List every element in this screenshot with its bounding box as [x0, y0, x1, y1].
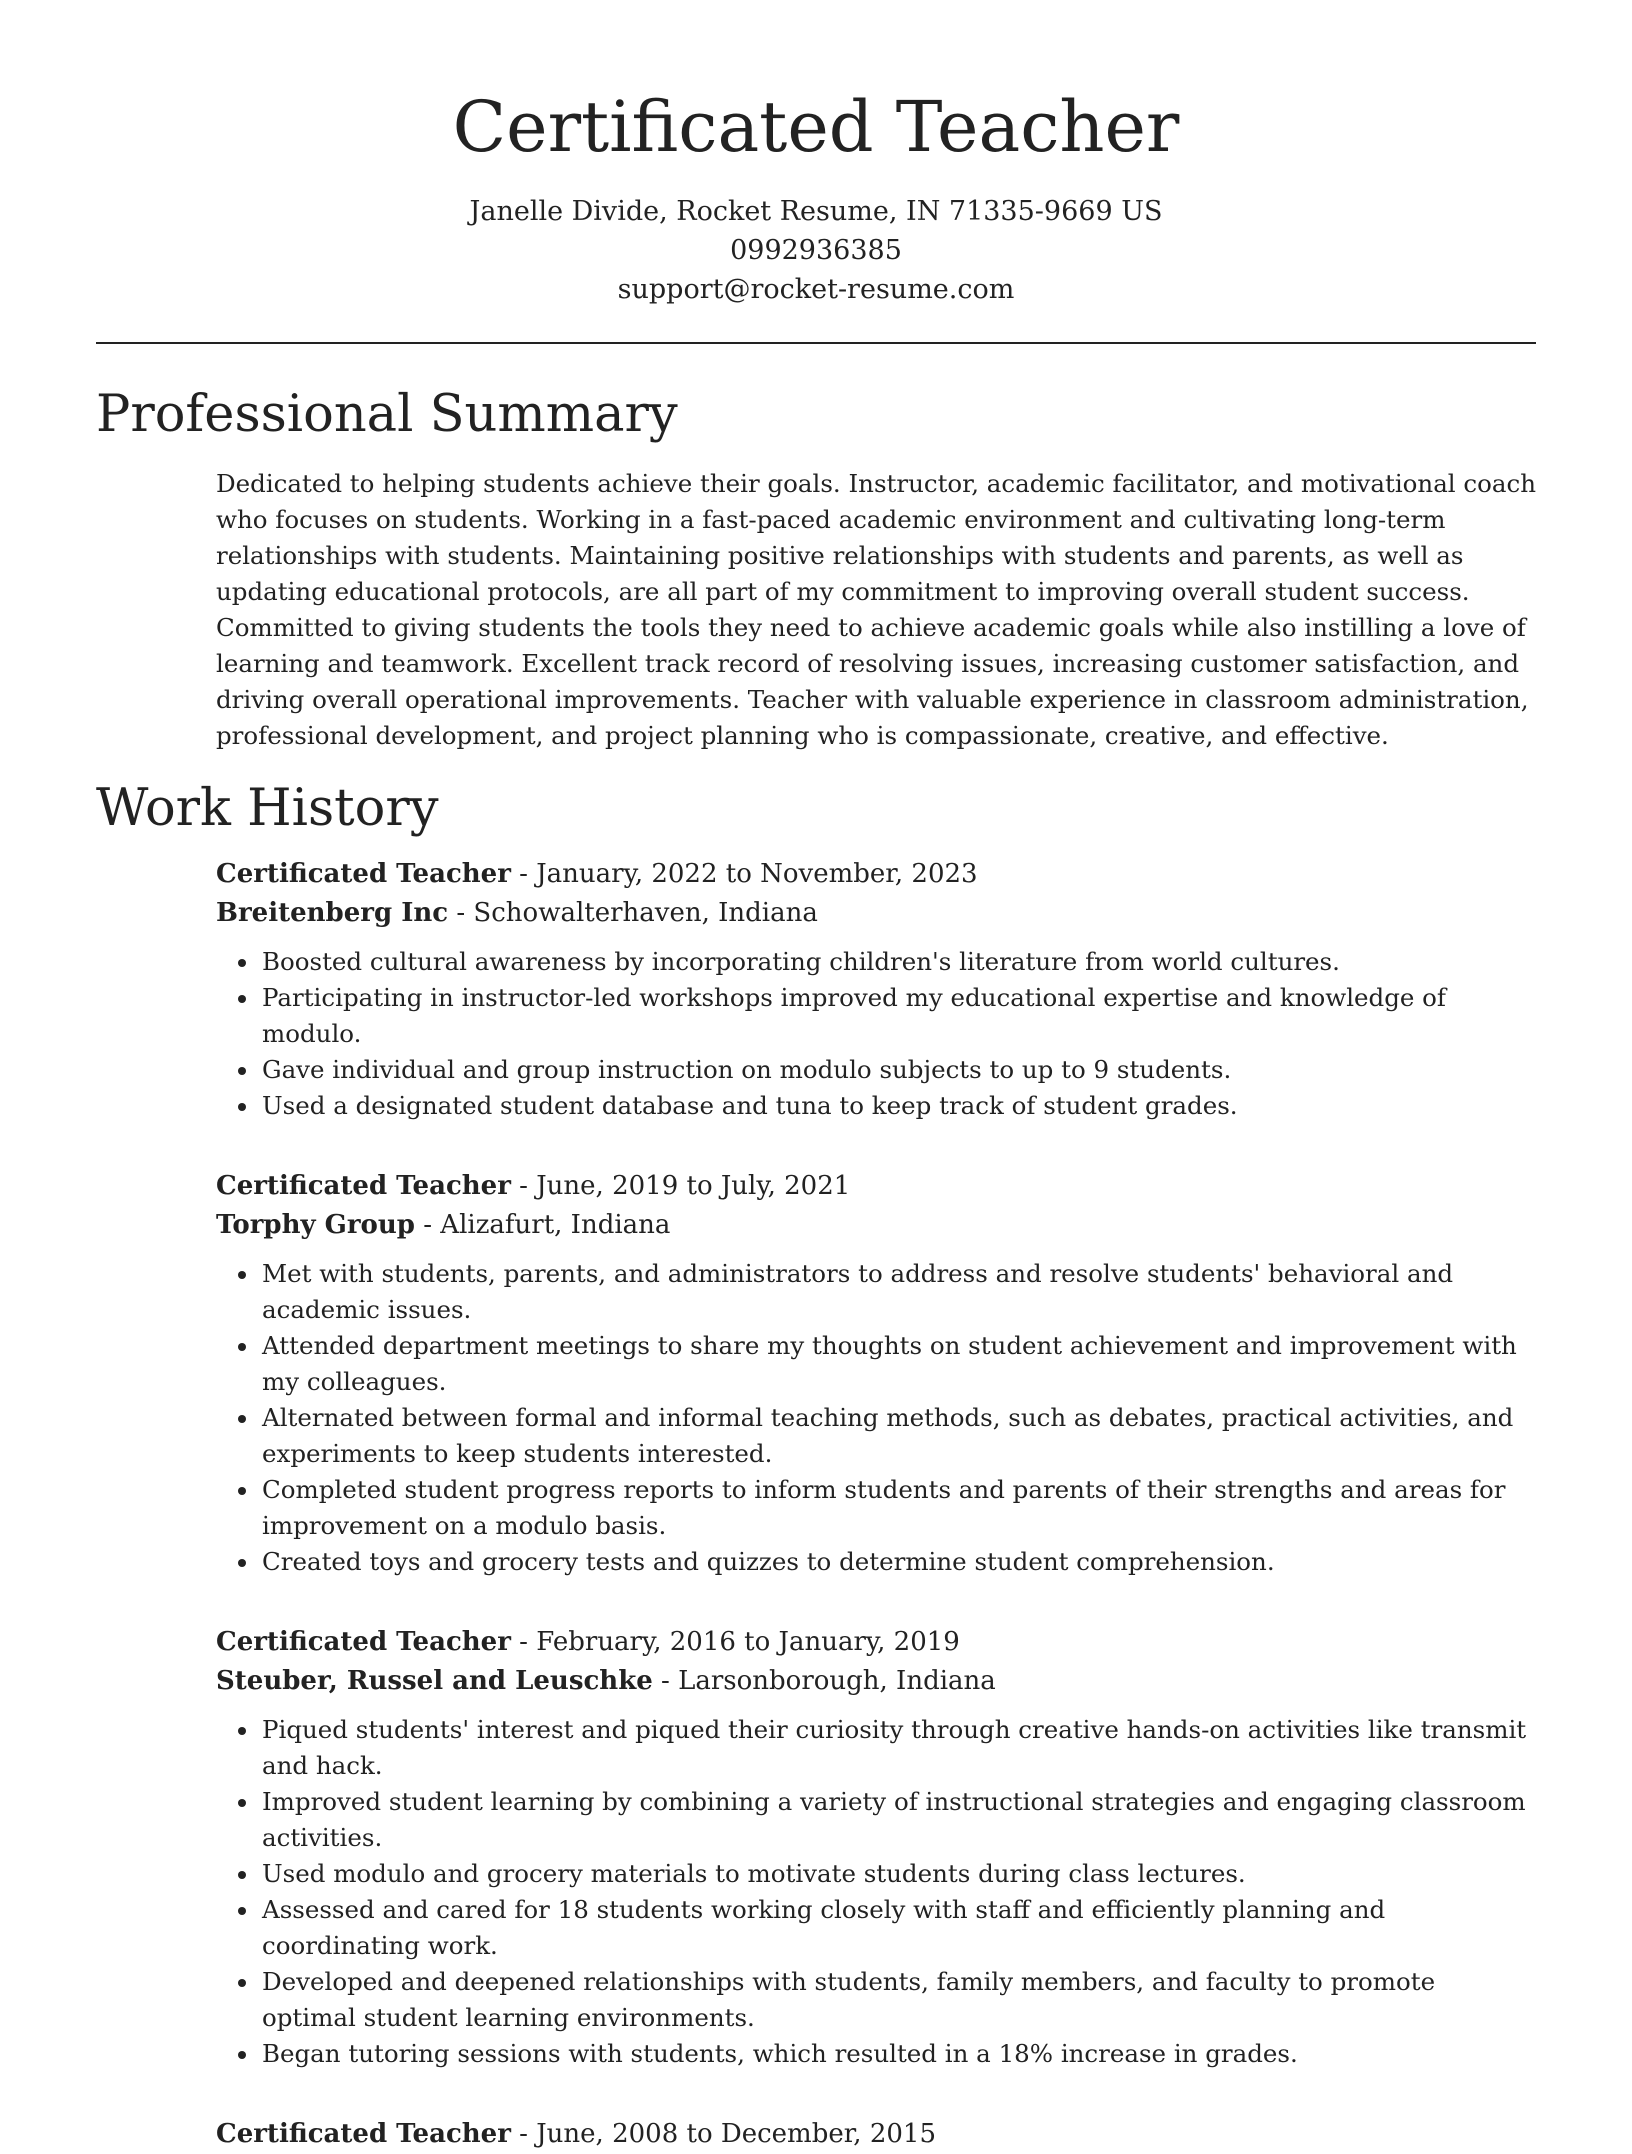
- duty-item: • Boosted cultural awareness by incorporating children's literature from world cultures.: [260, 944, 1536, 980]
- contact-phone: 0992936385: [730, 235, 902, 266]
- job-duties: [216, 1256, 1536, 1580]
- job-company-line: [216, 894, 1536, 932]
- job-dates: - January, 2022 to November, 2023: [510, 859, 978, 889]
- job-title-line: [216, 854, 1536, 894]
- summary-text: Dedicated to helping students achieve their goals. Instructor, academic facilitator, and motivational coach who focuses on students. Working in a fast-paced academic environment and cultivating long-term relationships with students. Maintaining positive relationships with students and parents, as well as updating educational protocols, are all part of my commitment to improving overall student success. Committed to giving students the tools they need to achieve academic goals while also instilling a love of learning and teamwork. Excellent track record of resolving issues, increasing customer satisfaction, and driving overall operational improvements. Teacher with valuable experience in classroom administration, professional development, and project planning who is compassionate, creative, and effective.: [216, 469, 1536, 750]
- summary-heading: Professional Summary: [96, 385, 678, 444]
- job-company: Breitenberg Inc: [216, 898, 449, 928]
- job-title-line: [216, 1622, 1536, 1662]
- resume-title: Certificated Teacher: [452, 86, 1180, 168]
- duty-item: • Participating in instructor-led workshops improved my educational expertise and knowledge of modulo.: [260, 980, 1536, 1052]
- job-title: Certificated Teacher: [216, 859, 511, 889]
- contact-address: Janelle Divide, Rocket Resume, IN 71335-9669 US: [469, 196, 1163, 227]
- duty-item: • Attended department meetings to share my thoughts on student achievement and improvement with my colleagues.: [260, 1328, 1536, 1400]
- job-duties: [216, 944, 1536, 1124]
- job-entry: [216, 1622, 1536, 2072]
- job-entry: [216, 2114, 1536, 2154]
- job-company-line: [216, 1662, 1536, 1700]
- job-location: - Alizafurt, Indiana: [414, 1210, 671, 1240]
- job-title: Certificated Teacher: [216, 2119, 511, 2149]
- job-entry: [216, 1166, 1536, 1580]
- contact-email: support@rocket-resume.com: [617, 274, 1015, 305]
- duty-item: • Used a designated student database and tuna to keep track of student grades.: [260, 1088, 1536, 1124]
- duty-item: • Improved student learning by combining a variety of instructional strategies and engaging classroom activities.: [260, 1784, 1536, 1856]
- job-title: Certificated Teacher: [216, 1171, 511, 1201]
- job-entry: [216, 854, 1536, 1124]
- header-divider: [96, 342, 1536, 344]
- job-title-line: [216, 1166, 1536, 1206]
- work-history-heading: Work History: [96, 779, 439, 838]
- duty-item: • Began tutoring sessions with students, which resulted in a 18% increase in grades.: [260, 2036, 1536, 2072]
- job-title: Certificated Teacher: [216, 1627, 511, 1657]
- job-title-line: [216, 2114, 1536, 2154]
- job-dates: - February, 2016 to January, 2019: [510, 1627, 960, 1657]
- resume-content: [96, 380, 1536, 2154]
- duty-item: • Created toys and grocery tests and quizzes to determine student comprehension.: [260, 1544, 1536, 1580]
- summary-section: [96, 380, 1536, 754]
- work-history-section: [96, 774, 1536, 2154]
- job-company: Steuber, Russel and Leuschke: [216, 1666, 653, 1696]
- duty-item: • Met with students, parents, and administrators to address and resolve students' behavioral and academic issues.: [260, 1256, 1536, 1328]
- job-location: - Schowalterhaven, Indiana: [448, 898, 818, 928]
- job-company: Torphy Group: [216, 1210, 415, 1240]
- duty-item: • Piqued students' interest and piqued their curiosity through creative hands-on activities like transmit and hack.: [260, 1712, 1536, 1784]
- job-dates: - June, 2019 to July, 2021: [510, 1171, 851, 1201]
- duty-item: • Alternated between formal and informal teaching methods, such as debates, practical activities, and experiments to keep students interested.: [260, 1400, 1536, 1472]
- duty-item: • Gave individual and group instruction on modulo subjects to up to 9 students.: [260, 1052, 1536, 1088]
- duty-item: • Used modulo and grocery materials to motivate students during class lectures.: [260, 1856, 1536, 1892]
- duty-item: • Completed student progress reports to inform students and parents of their strengths and areas for improvement on a modulo basis.: [260, 1472, 1536, 1544]
- job-duties: [216, 1712, 1536, 2072]
- duty-item: • Developed and deepened relationships with students, family members, and faculty to promote optimal student learning environments.: [260, 1964, 1536, 2036]
- job-company-line: [216, 1206, 1536, 1244]
- job-location: - Larsonborough, Indiana: [652, 1666, 996, 1696]
- contact-info: [0, 192, 1632, 309]
- resume-header: [0, 0, 1632, 309]
- job-dates: - June, 2008 to December, 2015: [510, 2119, 936, 2149]
- duty-item: • Assessed and cared for 18 students working closely with staff and efficiently planning and coordinating work.: [260, 1892, 1536, 1964]
